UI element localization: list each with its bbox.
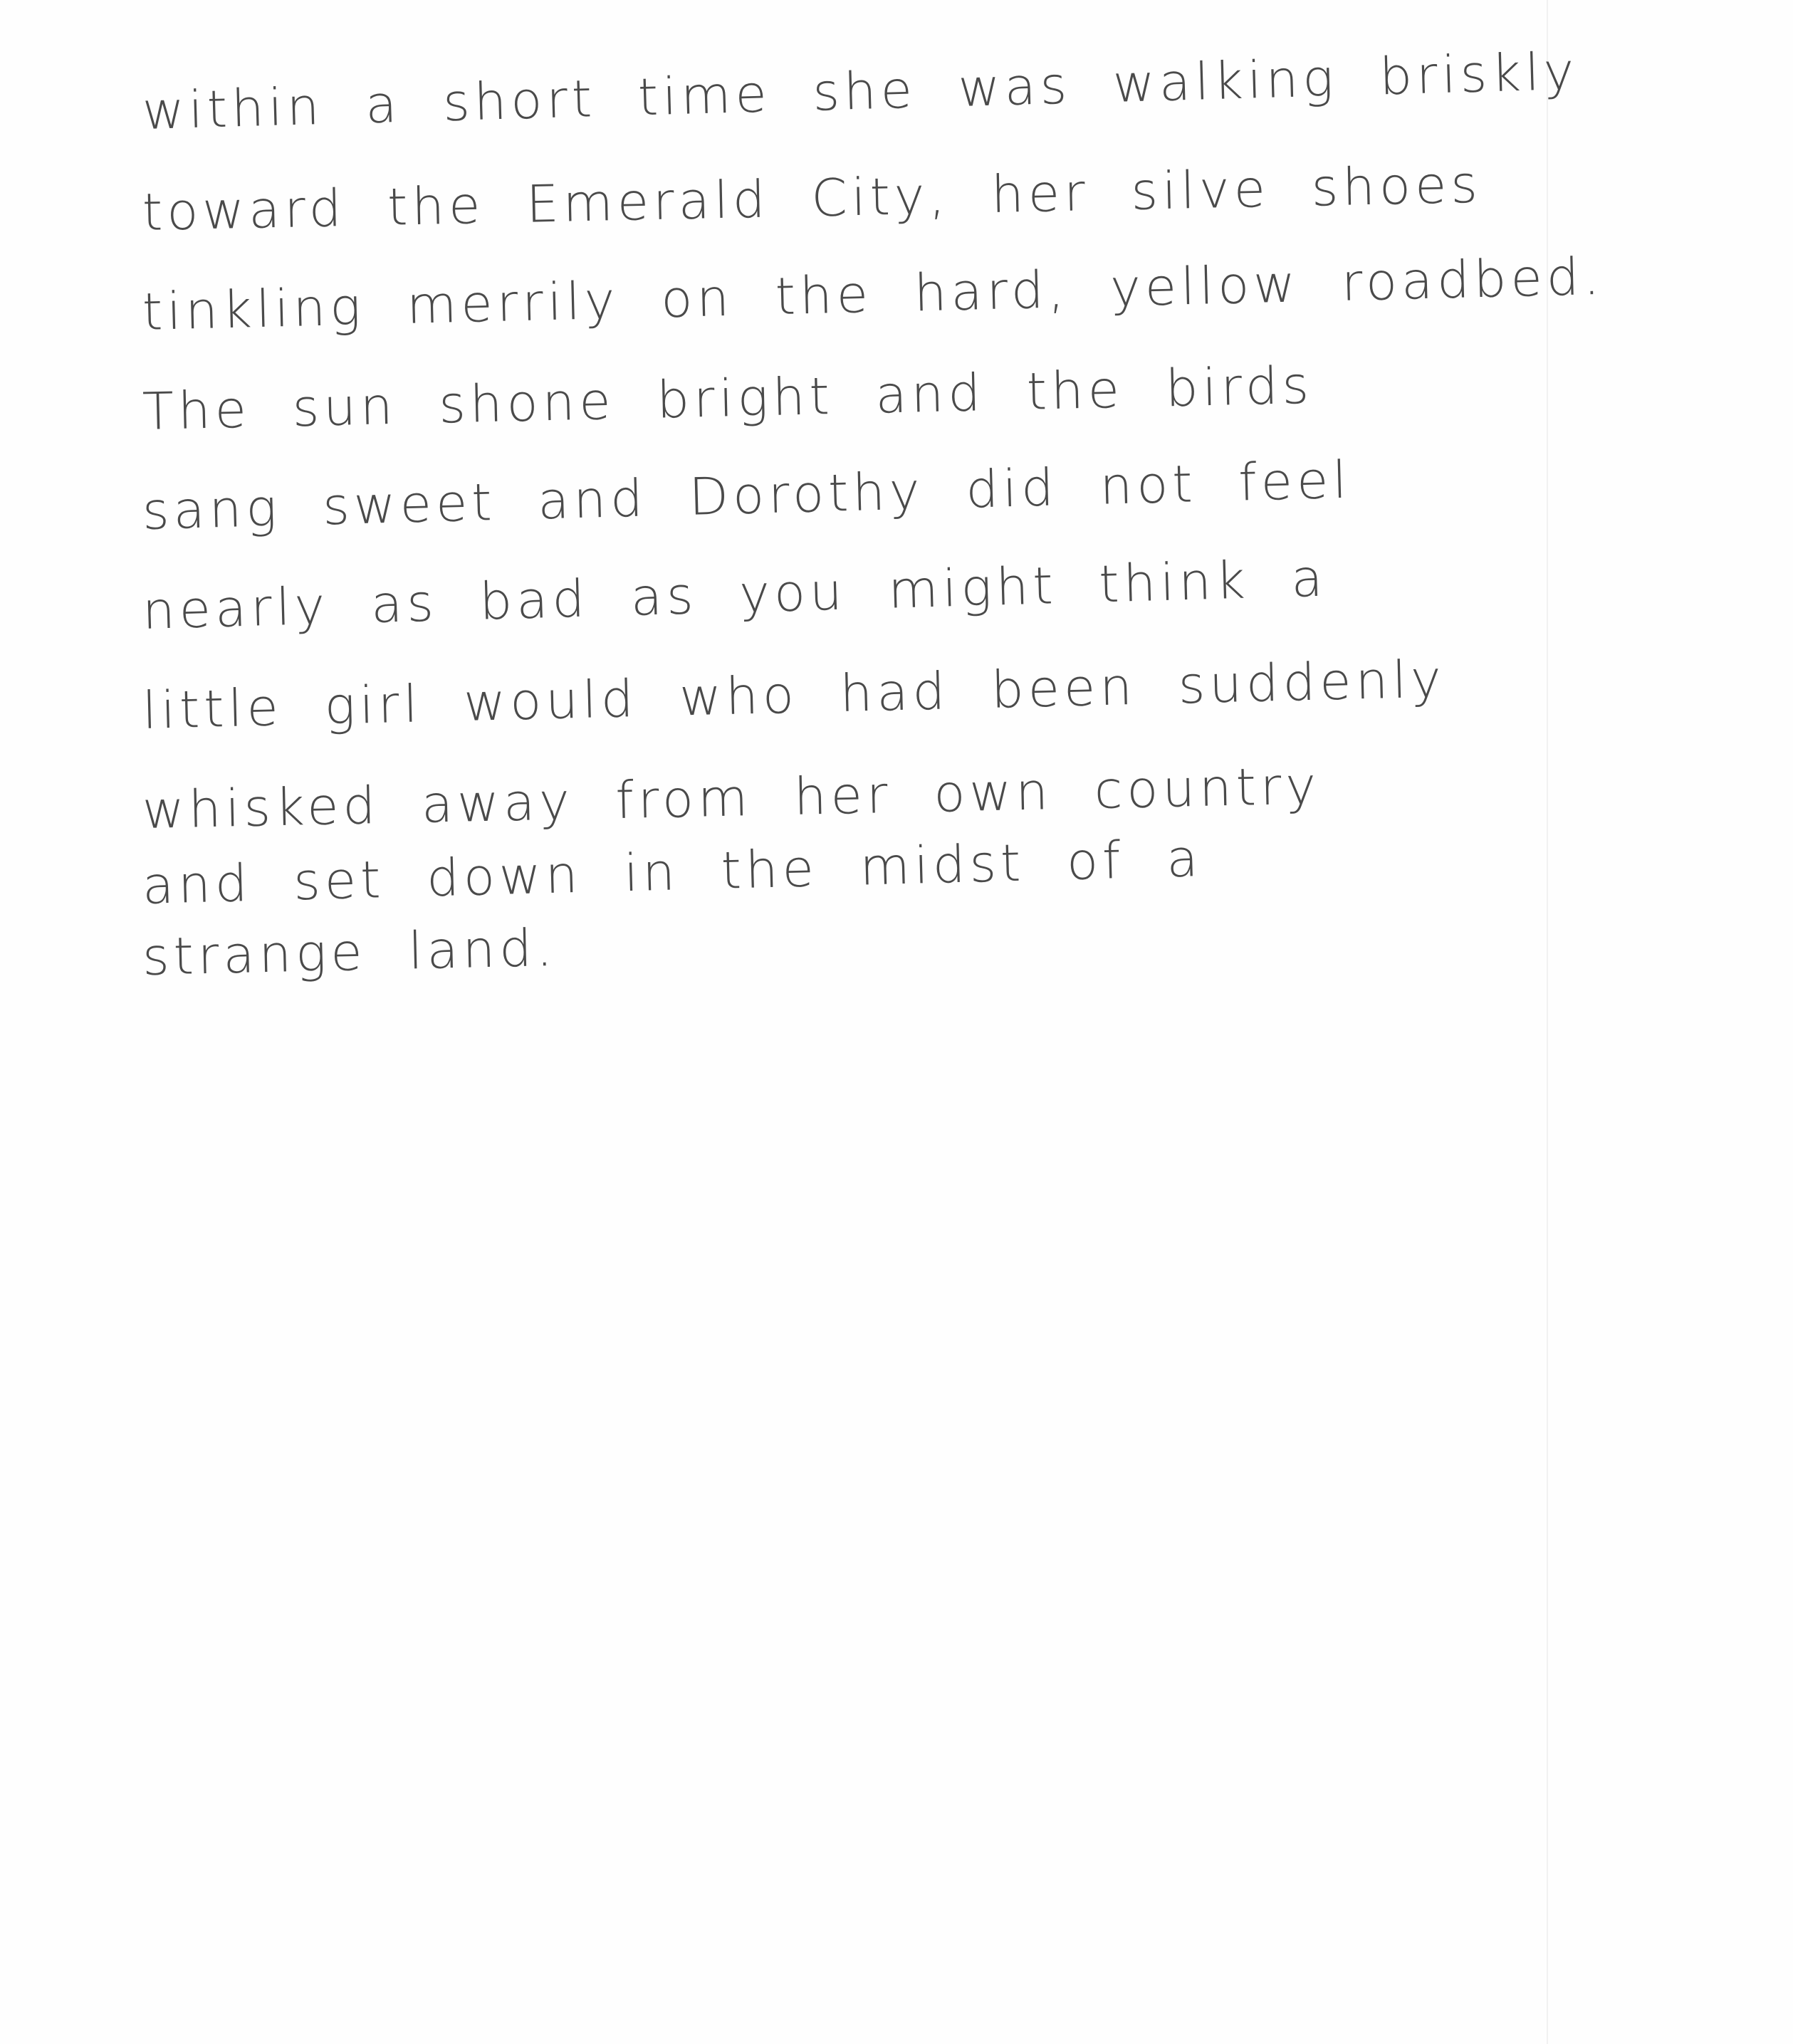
handwritten-line-3: tinkling merrily on the hard, yellow roadbed. [141, 246, 1605, 342]
handwritten-line-9: and set down in the midst of a [141, 828, 1203, 916]
handwritten-line-5: sang sweet and Dorothy did not feel [141, 449, 1352, 541]
handwritten-line-4: The sun shone bright and the birds [142, 355, 1314, 441]
handwritten-line-8: whisked away from her own country [142, 755, 1321, 840]
handwritten-line-10: strange land. [142, 917, 558, 987]
handwritten-line-1: within a short time she was walking briskly [141, 41, 1579, 141]
handwritten-line-7: little girl would who had been suddenly [141, 649, 1446, 740]
handwritten-line-2: toward the Emerald City, her silve shoes [142, 154, 1483, 242]
handwritten-line-6: nearly as bad as you might think a [141, 547, 1328, 641]
